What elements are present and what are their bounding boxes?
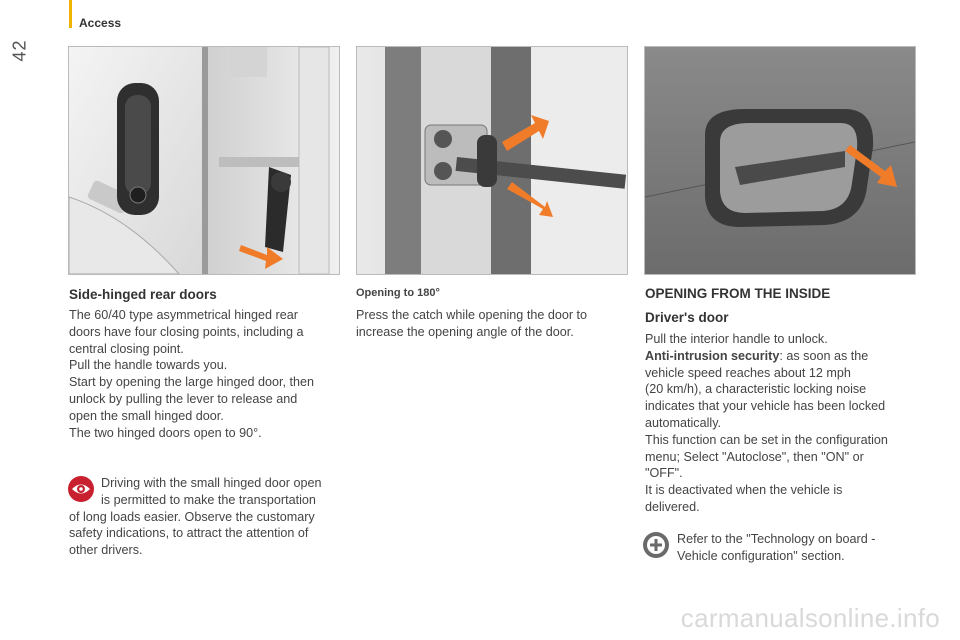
col2-line: increase the opening angle of the door. [356,324,574,339]
col3-line: menu; Select "Autoclose", then "ON" or [645,449,864,464]
page-number: 42 [9,39,30,62]
col1-line: The two hinged doors open to 90°. [69,425,262,440]
col1-line: doors have four closing points, including a [69,324,304,339]
anti-intrusion-label: Anti-intrusion security [645,348,780,363]
col1-body [69,307,344,441]
col3-body [645,331,925,516]
col1-note [69,475,349,559]
note-line: Vehicle configuration" section. [677,548,845,563]
col1-line: unlock by pulling the lever to release and [69,391,298,406]
col3-line: automatically. [645,415,722,430]
col3-note [677,531,917,565]
col1-line: Pull the handle towards you. [69,358,228,373]
col3-line: Pull the interior handle to unlock. [645,332,828,346]
col3-line: This function can be set in the configuration [645,432,888,447]
subheading-drivers-door: Driver's door [645,310,729,325]
photo-hinge-catch [356,46,628,275]
note-line: other drivers. [69,543,143,558]
section-tab-bar [69,0,72,28]
col3-line: delivered. [645,499,700,514]
photo-interior-handle [644,46,916,275]
col2-body [356,307,636,341]
col3-line-anti [645,348,925,365]
note-line: Driving with the small hinged door open [101,476,322,490]
note-line: safety indications, to attract the attention of [69,526,309,541]
col3-line: indicates that your vehicle has been locked [645,399,886,414]
col1-line: Start by opening the large hinged door, then [69,375,315,390]
note-line: is permitted to make the transportation [101,492,316,507]
note-line: of long loads easier. Observe the customary [69,509,315,524]
col3-line: It is deactivated when the vehicle is [645,483,843,498]
heading-side-hinged-rear-doors: Side-hinged rear doors [69,287,217,302]
col3-line: vehicle speed reaches about 12 mph [645,365,851,380]
heading-opening-to-180: Opening to 180° [356,287,440,299]
section-title: Access [79,16,122,30]
col1-line: central closing point. [69,341,184,356]
watermark: carmanualsonline.info [680,603,940,633]
plus-icon [643,532,669,558]
note-line: Refer to the "Technology on board - [677,532,876,546]
col2-line: Press the catch while opening the door to [356,308,588,322]
anti-intrusion-rest: : as soon as the [779,348,869,363]
photo-rear-door-handle [68,46,340,275]
heading-opening-from-inside: OPENING FROM THE INSIDE [645,286,831,301]
col3-line: (20 km/h), a characteristic locking noise [645,382,867,397]
col1-line: The 60/40 type asymmetrical hinged rear [69,308,298,322]
col1-line: open the small hinged door. [69,408,224,423]
col3-line: "OFF". [645,466,683,481]
